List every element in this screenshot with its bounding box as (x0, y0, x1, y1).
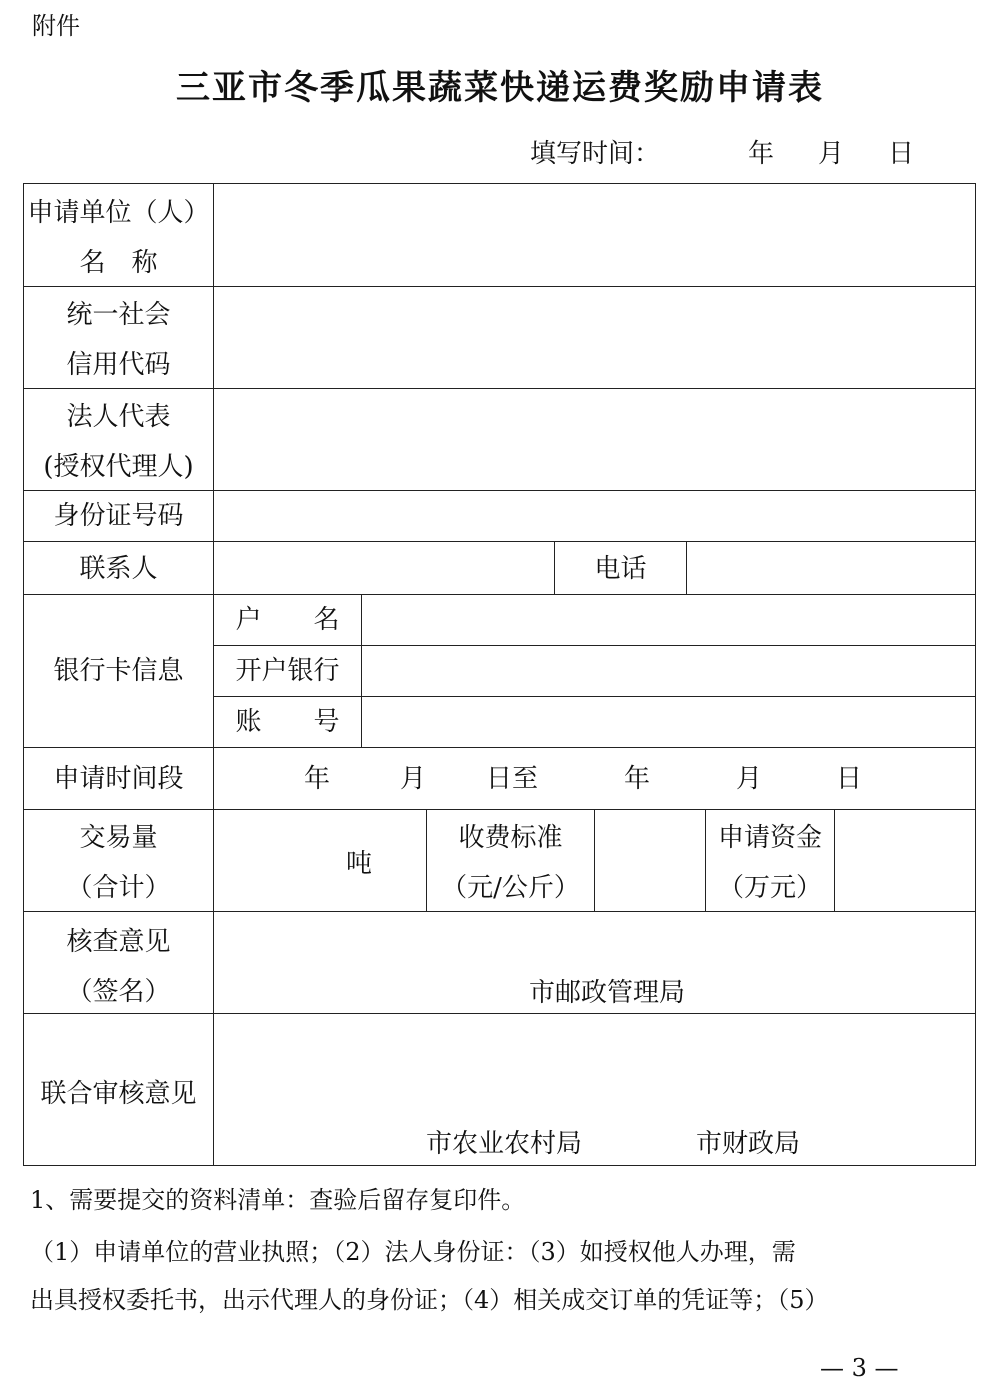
bank-name-label: 开户银行 (235, 656, 340, 686)
credit-code-label (24, 290, 213, 390)
applicant-name-line2: 名 称 (79, 248, 158, 278)
credit-code-line2: 信用代码 (66, 350, 171, 380)
notes-line3: 出具授权委托书，出示代理人的身份证；（4）相关成交订单的凭证等；（5） (30, 1286, 829, 1314)
period-end-day: 日 (836, 764, 863, 794)
notes-line2: （1）申请单位的营业执照；（2）法人身份证：（3）如授权他人办理，需 (30, 1238, 796, 1266)
applicant-name-line1: 申请单位（人） (27, 198, 210, 228)
attachment-label: 附件 (32, 12, 80, 40)
fee-standard-label (427, 813, 594, 913)
notes-line1: 1、需要提交的资料清单：查验后留存复印件。 (30, 1186, 526, 1214)
joint-review-label: 联合审核意见 (40, 1079, 197, 1109)
row-divider (24, 747, 975, 748)
account-number-field[interactable] (362, 697, 975, 747)
funds-line1: 申请资金 (717, 823, 822, 853)
credit-code-field[interactable] (214, 287, 975, 388)
phone-field[interactable] (687, 542, 975, 594)
volume-line2: （合计） (66, 873, 171, 903)
fill-time-label: 填写时间： (530, 139, 661, 169)
volume-label (24, 813, 213, 913)
review-line2: （签名） (66, 977, 171, 1007)
row-divider (24, 809, 975, 810)
bank-info-label: 银行卡信息 (53, 656, 184, 686)
fee-standard-line1: 收费标准 (458, 823, 563, 853)
account-name-label: 户 名 (235, 605, 340, 635)
contact-person-label: 联系人 (79, 554, 158, 584)
fill-day: 日 (888, 139, 915, 169)
volume-line1: 交易量 (79, 823, 158, 853)
review-line1: 核查意见 (66, 927, 171, 957)
fee-standard-field[interactable] (595, 810, 705, 911)
applicant-name-field[interactable] (214, 184, 975, 285)
review-label (24, 917, 213, 1017)
period-end-month: 月 (736, 764, 763, 794)
joint-org-finance: 市财政局 (696, 1129, 801, 1159)
period-label: 申请时间段 (53, 764, 184, 794)
phone-label: 电话 (594, 554, 647, 584)
fill-year: 年 (748, 139, 775, 169)
bank-name-field[interactable] (362, 646, 975, 696)
page-number: — 3 — (820, 1354, 899, 1382)
legal-rep-label (24, 392, 213, 492)
legal-rep-line1: 法人代表 (66, 402, 171, 432)
legal-rep-line2: (授权代理人) (43, 452, 194, 482)
period-start-year: 年 (304, 764, 331, 794)
fill-time-line (530, 133, 914, 170)
legal-rep-field[interactable] (214, 389, 975, 490)
joint-org-agriculture: 市农业农村局 (426, 1129, 583, 1159)
application-form-table (23, 183, 976, 1166)
funds-label (706, 813, 834, 913)
volume-unit: 吨 (346, 849, 373, 879)
credit-code-line1: 统一社会 (66, 300, 171, 330)
applicant-name-label (24, 188, 213, 288)
form-title: 三亚市冬季瓜果蔬菜快递运费奖励申请表 (176, 68, 824, 108)
account-number-label: 账 号 (235, 707, 340, 737)
joint-review-field[interactable] (214, 1014, 975, 1165)
period-end-year: 年 (624, 764, 651, 794)
account-name-field[interactable] (362, 595, 975, 645)
period-start-day: 日至 (486, 764, 539, 794)
funds-field[interactable] (835, 810, 975, 911)
contact-person-field[interactable] (214, 542, 554, 594)
review-org: 市邮政管理局 (529, 978, 686, 1008)
period-start-month: 月 (400, 764, 427, 794)
fill-month: 月 (818, 139, 845, 169)
id-number-label: 身份证号码 (53, 501, 184, 531)
funds-line2: （万元） (717, 873, 822, 903)
volume-field[interactable] (214, 810, 426, 911)
fee-standard-line2: （元/公斤） (441, 873, 580, 903)
id-number-field[interactable] (214, 491, 975, 541)
